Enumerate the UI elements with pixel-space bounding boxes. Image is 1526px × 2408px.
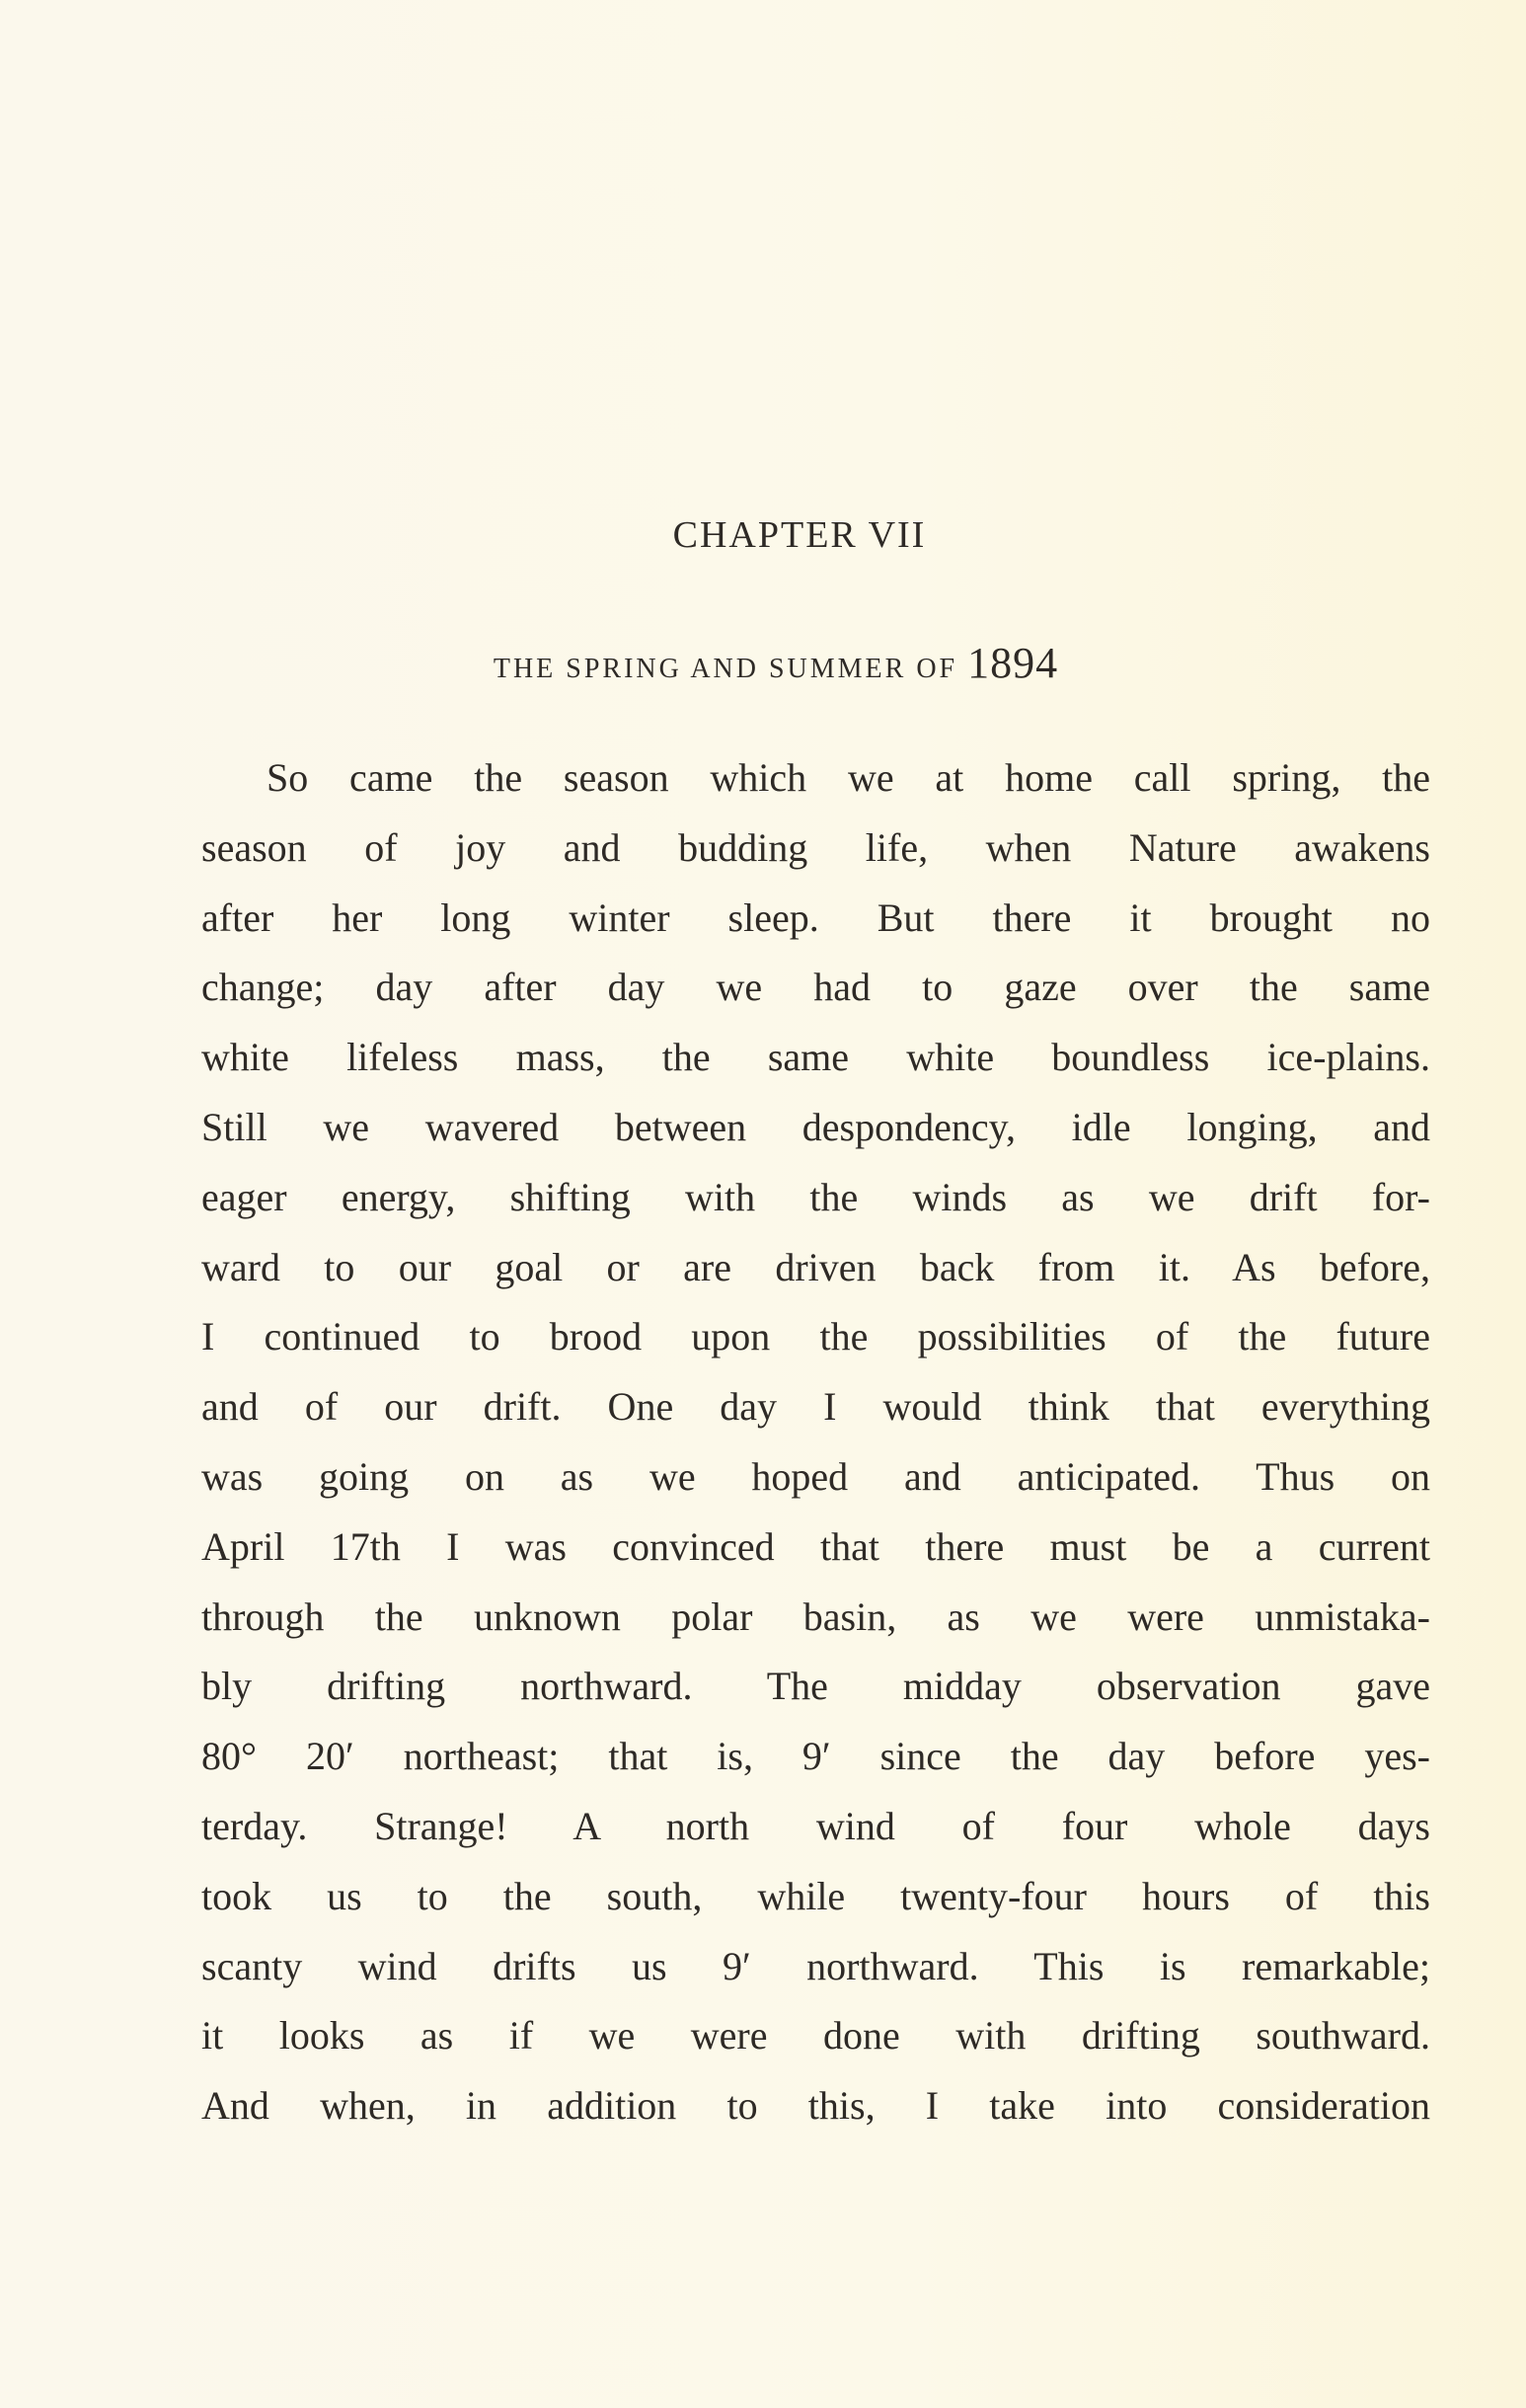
text-line: was going on as we hoped and anticipated. Thus on <box>201 1453 1430 1499</box>
text-line: scanty wind drifts us 9′ northward. This is remarkable; <box>201 1943 1430 1988</box>
text-line: April 17th I was convinced that there must be a current <box>201 1523 1430 1569</box>
text-line: and of our drift. One day I would think that everything <box>201 1384 1430 1430</box>
text-line: took us to the south, while twenty-four hours of this <box>201 1873 1430 1918</box>
text-line: after her long winter sleep. But there it brought no <box>201 894 1430 940</box>
text-line: bly drifting northward. The midday observation gave <box>201 1664 1430 1709</box>
text-line: season of joy and budding life, when Nature awakens <box>201 824 1430 870</box>
text-line: 80° 20′ northeast; that is, 9′ since the day before yes- <box>201 1734 1430 1779</box>
body-text <box>201 743 1430 2141</box>
text-line: I continued to brood upon the possibilities of the future <box>201 1314 1430 1359</box>
text-line: eager energy, shifting with the winds as we drift for- <box>201 1174 1430 1219</box>
text-line: through the unknown polar basin, as we were unmistaka- <box>201 1593 1430 1639</box>
text-line: it looks as if we were done with drifting southward. <box>201 2013 1430 2058</box>
text-line: And when, in addition to this, I take into consideration <box>201 2083 1430 2129</box>
chapter-heading: CHAPTER VII <box>672 514 927 556</box>
text-line: ward to our goal or are driven back from it. As before, <box>201 1244 1430 1289</box>
text-line: white lifeless mass, the same white boundless ice-plains. <box>201 1035 1430 1080</box>
text-line: change; day after day we had to gaze over the same <box>201 965 1430 1010</box>
text-line: Still we wavered between despondency, idle longing, and <box>201 1104 1430 1149</box>
text-line: So came the season which we at home call spring, the <box>267 755 1430 800</box>
chapter-title-text: THE SPRING AND SUMMER OF <box>493 654 958 684</box>
chapter-title-year: 1894 <box>967 639 1059 687</box>
text-line: terday. Strange! A north wind of four whole days <box>201 1803 1430 1848</box>
chapter-title <box>0 639 1526 687</box>
